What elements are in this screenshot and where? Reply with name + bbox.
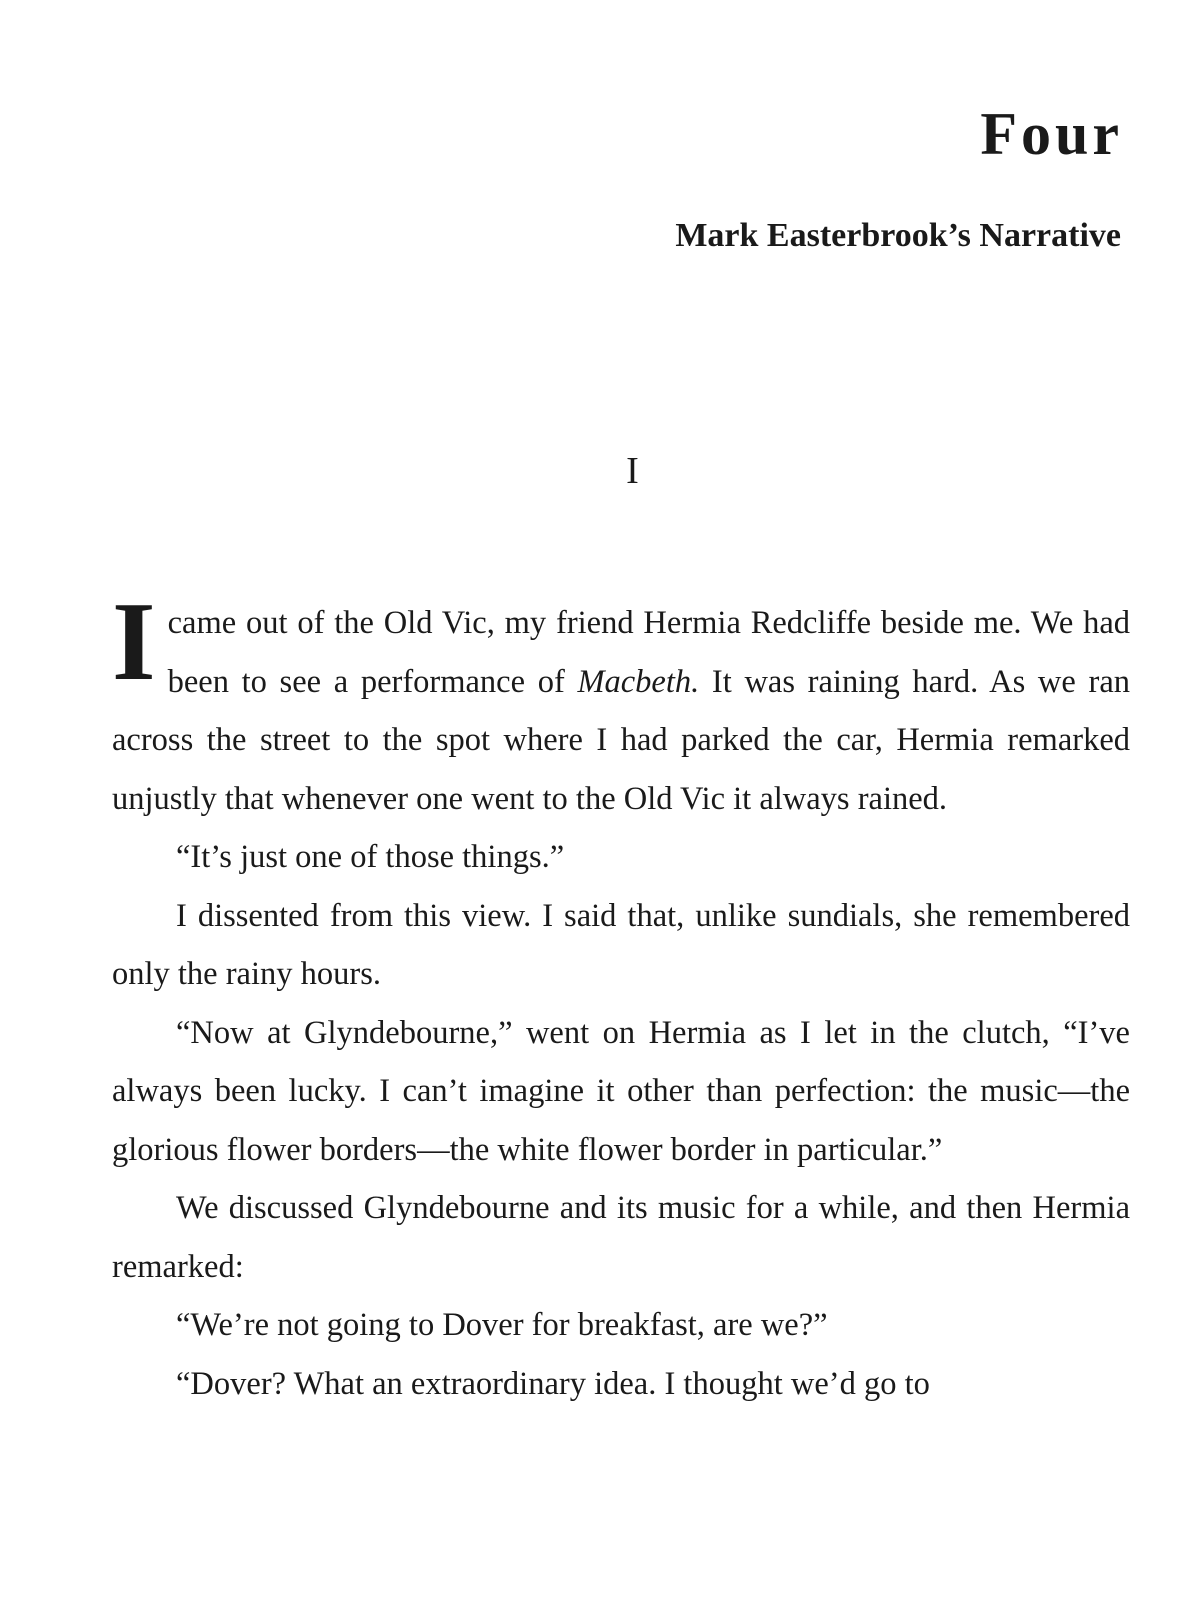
paragraph-1-text-a: came out of the Old Vic, my friend Hermia Redcliffe beside me. We had been to see a performance of (167, 605, 1130, 700)
paragraph-1 (112, 562, 1130, 828)
play-title: Macbeth. (577, 663, 700, 700)
paragraph-3: I dissented from this view. I said that, unlike sundials, she remembered only the rainy hours. (112, 897, 1130, 992)
drop-cap: I (112, 580, 156, 704)
chapter-number: Four (980, 101, 1123, 167)
section-numeral: I (626, 450, 639, 492)
paragraph-6: “We’re not going to Dover for breakfast, are we?” (176, 1307, 828, 1343)
paragraph-1-text-b: It was raining hard. As we ran across the street to the spot where I had parked the car, Hermia remarked unjustly that whenever one went to the Old Vic it always rained. (112, 663, 1130, 817)
paragraph-7: “Dover? What an extraordinary idea. I thought we’d go to (176, 1365, 930, 1402)
paragraph-5: We discussed Glyndebourne and its music for a while, and then Hermia remarked: (112, 1190, 1130, 1285)
paragraph-4: “Now at Glyndebourne,” went on Hermia as I let in the clutch, “I’ve always been lucky. I can’t imagine it other than perfection: the music—the glorious flower borders—the white flower border in particular.” (112, 1014, 1130, 1168)
body-text (112, 562, 1130, 1413)
chapter-subtitle: Mark Easterbrook’s Narrative (675, 217, 1121, 254)
paragraph-2: “It’s just one of those things.” (176, 839, 565, 875)
